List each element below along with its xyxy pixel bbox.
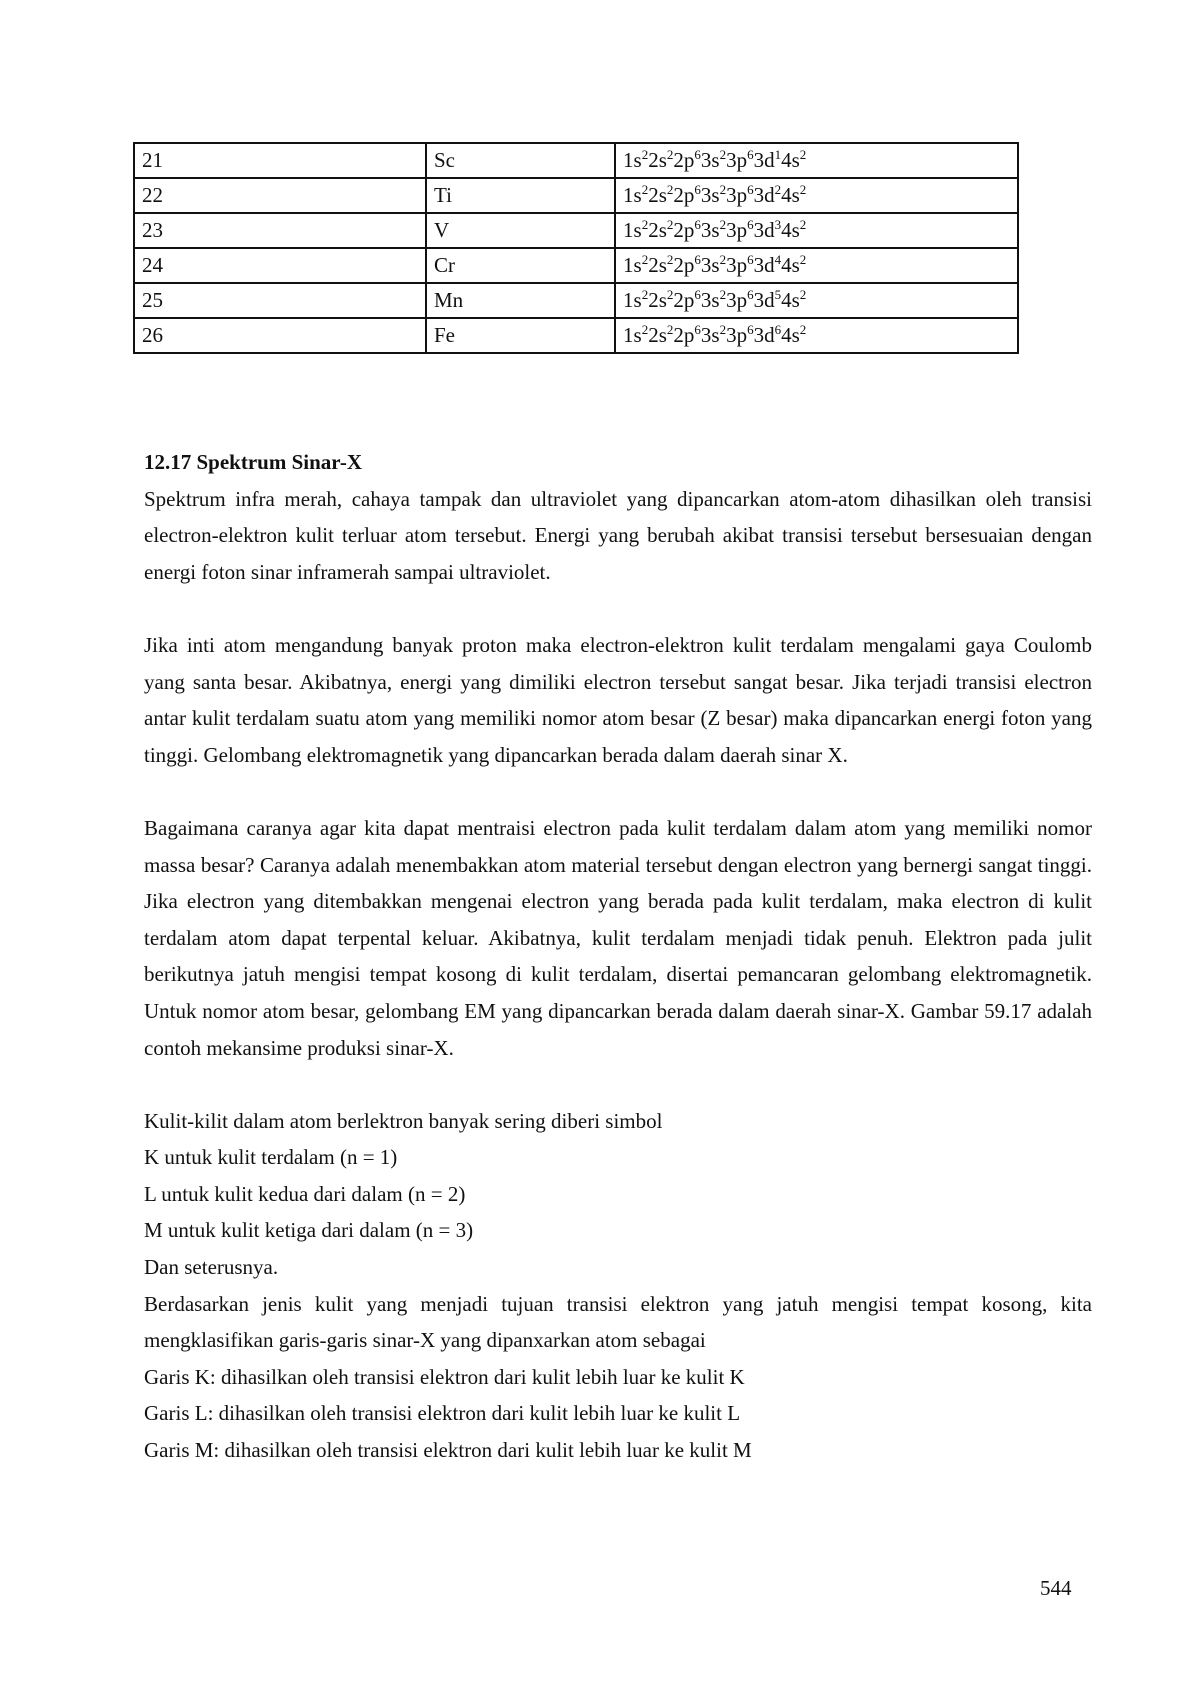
electron-count: 6 — [694, 322, 701, 337]
line-k: Garis K: dihasilkan oleh transisi elektron dari kulit lebih luar ke kulit K — [144, 1364, 745, 1389]
line-m: Garis M: dihasilkan oleh transisi elektron dari kulit lebih luar ke kulit M — [144, 1438, 752, 1463]
electron-count: 2 — [666, 147, 674, 162]
orbital-label: 3s — [700, 288, 720, 312]
table-row — [134, 248, 1018, 283]
orbital-label: 3d — [753, 253, 775, 277]
electron-count: 2 — [641, 287, 649, 302]
orbital-label: 1s — [623, 323, 642, 347]
electron-configuration-cell — [615, 248, 1018, 283]
orbital-label: 4s — [781, 323, 800, 347]
orbital-label: 3p — [726, 288, 748, 312]
atomic-number-cell: 23 — [134, 213, 426, 248]
electron-configuration-cell — [615, 143, 1018, 178]
atomic-number-cell: 24 — [134, 248, 426, 283]
electron-count: 2 — [719, 322, 727, 337]
table-row — [134, 143, 1018, 178]
electron-count: 2 — [641, 322, 649, 337]
orbital-label: 3p — [726, 218, 748, 242]
orbital-label: 3p — [726, 253, 748, 277]
electron-count: 2 — [774, 182, 782, 197]
electron-configuration-cell — [615, 283, 1018, 318]
electron-count: 2 — [666, 322, 674, 337]
paragraph-spectrum-intro: Spektrum infra merah, cahaya tampak dan ultraviolet yang dipancarkan atom-atom dihasilkan oleh transisi electron-elektron kulit terluar atom tersebut. Energi yang berubah akibat transisi tersebut bersesuaian dengan energi foton sinar inframerah sampai ultraviolet. — [144, 486, 1092, 584]
orbital-label: 1s — [623, 183, 642, 207]
orbital-label: 2p — [673, 183, 695, 207]
orbital-label: 3s — [700, 323, 720, 347]
orbital-label: 1s — [623, 253, 642, 277]
electron-count: 2 — [719, 217, 727, 232]
atomic-number-cell: 22 — [134, 178, 426, 213]
electron-count: 1 — [774, 147, 782, 162]
electron-count: 2 — [666, 217, 674, 232]
orbital-label: 4s — [781, 148, 800, 172]
orbital-label: 3p — [726, 148, 748, 172]
orbital-label: 3p — [726, 323, 748, 347]
orbital-label: 4s — [781, 288, 800, 312]
electron-count: 6 — [747, 287, 754, 302]
electron-count: 6 — [747, 217, 754, 232]
atomic-number-cell: 25 — [134, 283, 426, 318]
electron-configuration-cell — [615, 213, 1018, 248]
orbital-label: 2p — [673, 288, 695, 312]
electron-count: 2 — [799, 287, 807, 302]
section-title: 12.17 Spektrum Sinar-X — [144, 450, 362, 474]
orbital-label: 1s — [623, 288, 642, 312]
electron-count: 6 — [747, 252, 754, 267]
electron-count: 6 — [747, 322, 754, 337]
electron-count: 5 — [774, 287, 782, 302]
line-l: Garis L: dihasilkan oleh transisi elektron dari kulit lebih luar ke kulit L — [144, 1401, 741, 1426]
atomic-number-cell: 26 — [134, 318, 426, 353]
element-symbol-cell: Mn — [426, 283, 615, 318]
electron-count: 2 — [666, 182, 674, 197]
electron-count: 6 — [694, 287, 701, 302]
electron-count: 4 — [774, 252, 782, 267]
orbital-label: 2s — [648, 323, 667, 347]
shell-intro: Kulit-kilit dalam atom berlektron banyak sering diberi simbol — [144, 1108, 663, 1133]
element-symbol-cell: Ti — [426, 178, 615, 213]
orbital-label: 2p — [673, 218, 695, 242]
electron-count: 2 — [719, 287, 727, 302]
electron-configuration-cell — [615, 178, 1018, 213]
orbital-label: 1s — [623, 218, 642, 242]
electron-count: 6 — [747, 182, 754, 197]
table-row — [134, 178, 1018, 213]
page-number: 544 — [1040, 1576, 1072, 1600]
orbital-label: 3d — [753, 218, 775, 242]
shell-etc: Dan seterusnya. — [144, 1255, 279, 1280]
orbital-label: 4s — [781, 253, 800, 277]
electron-count: 2 — [799, 182, 807, 197]
electron-count: 2 — [666, 287, 674, 302]
element-symbol-cell: Fe — [426, 318, 615, 353]
shell-l: L untuk kulit kedua dari dalam (n = 2) — [144, 1181, 466, 1206]
table-row — [134, 318, 1018, 353]
electron-count: 6 — [747, 147, 754, 162]
orbital-label: 3d — [753, 288, 775, 312]
orbital-label: 2p — [673, 148, 695, 172]
orbital-label: 3p — [726, 183, 748, 207]
electron-count: 2 — [641, 217, 649, 232]
orbital-label: 3s — [700, 148, 720, 172]
orbital-label: 2s — [648, 183, 667, 207]
electron-count: 6 — [694, 182, 701, 197]
electron-count: 3 — [774, 217, 782, 232]
electron-count: 2 — [641, 252, 649, 267]
element-symbol-cell: Sc — [426, 143, 615, 178]
electron-count: 6 — [774, 322, 782, 337]
orbital-label: 3d — [753, 183, 775, 207]
electron-count: 6 — [694, 252, 701, 267]
electron-count: 2 — [719, 147, 727, 162]
electron-count: 2 — [799, 252, 807, 267]
electron-count: 6 — [694, 147, 701, 162]
orbital-label: 1s — [623, 148, 642, 172]
classification-intro: Berdasarkan jenis kulit yang menjadi tujuan transisi elektron yang jatuh mengisi tempat kosong, kita mengklasifikan garis-garis sinar-X yang dipanxarkan atom sebagai — [144, 1291, 1092, 1353]
paragraph-production: Bagaimana caranya agar kita dapat mentraisi electron pada kulit terdalam dalam atom yang memiliki nomor massa besar? Caranya adalah menembakkan atom material tersebut dengan electron yang bernergi sangat tinggi. Jika electron yang ditembakkan mengenai electron yang berada pada kulit terdalam, maka electron di kulit terdalam atom dapat terpental keluar. Akibatnya, kulit terdalam menjadi tidak penuh. Elektron pada julit berikutnya jatuh mengisi tempat kosong di kulit terdalam, disertai pemancaran gelombang elektromagnetik. Untuk nomor atom besar, gelombang EM yang dipancarkan berada dalam daerah sinar-X. Gambar 59.17 adalah contoh mekansime produksi sinar-X. — [144, 815, 1092, 1060]
table-row — [134, 283, 1018, 318]
element-symbol-cell: V — [426, 213, 615, 248]
element-symbol-cell: Cr — [426, 248, 615, 283]
orbital-label: 3d — [753, 148, 775, 172]
section-content — [144, 444, 1092, 1469]
orbital-label: 2s — [648, 148, 667, 172]
electron-count: 2 — [641, 147, 649, 162]
orbital-label: 3d — [753, 323, 775, 347]
electron-count: 2 — [799, 147, 807, 162]
orbital-label: 2s — [648, 288, 667, 312]
paragraph-coulomb: Jika inti atom mengandung banyak proton maka electron-elektron kulit terdalam mengalami gaya Coulomb yang santa besar. Akibatnya, energi yang dimiliki electron tersebut sangat besar. Jika terjadi transisi electron antar kulit terdalam suatu atom yang memiliki nomor atom besar (Z besar) maka dipancarkan energi foton yang tinggi. Gelombang elektromagnetik yang dipancarkan berada dalam daerah sinar X. — [144, 632, 1092, 767]
orbital-label: 4s — [781, 183, 800, 207]
electron-count: 2 — [799, 217, 807, 232]
orbital-label: 3s — [700, 218, 720, 242]
orbital-label: 3s — [700, 253, 720, 277]
electron-count: 6 — [694, 217, 701, 232]
orbital-label: 2s — [648, 218, 667, 242]
electron-count: 2 — [719, 252, 727, 267]
shell-m: M untuk kulit ketiga dari dalam (n = 3) — [144, 1218, 474, 1243]
table-row — [134, 213, 1018, 248]
atomic-number-cell: 21 — [134, 143, 426, 178]
electron-count: 2 — [719, 182, 727, 197]
electron-configuration-table — [133, 142, 1019, 354]
orbital-label: 2p — [673, 253, 695, 277]
orbital-label: 2p — [673, 323, 695, 347]
electron-configuration-cell — [615, 318, 1018, 353]
electron-count: 2 — [641, 182, 649, 197]
orbital-label: 3s — [700, 183, 720, 207]
shell-k: K untuk kulit terdalam (n = 1) — [144, 1145, 398, 1170]
orbital-label: 2s — [648, 253, 667, 277]
electron-count: 2 — [799, 322, 807, 337]
electron-count: 2 — [666, 252, 674, 267]
orbital-label: 4s — [781, 218, 800, 242]
